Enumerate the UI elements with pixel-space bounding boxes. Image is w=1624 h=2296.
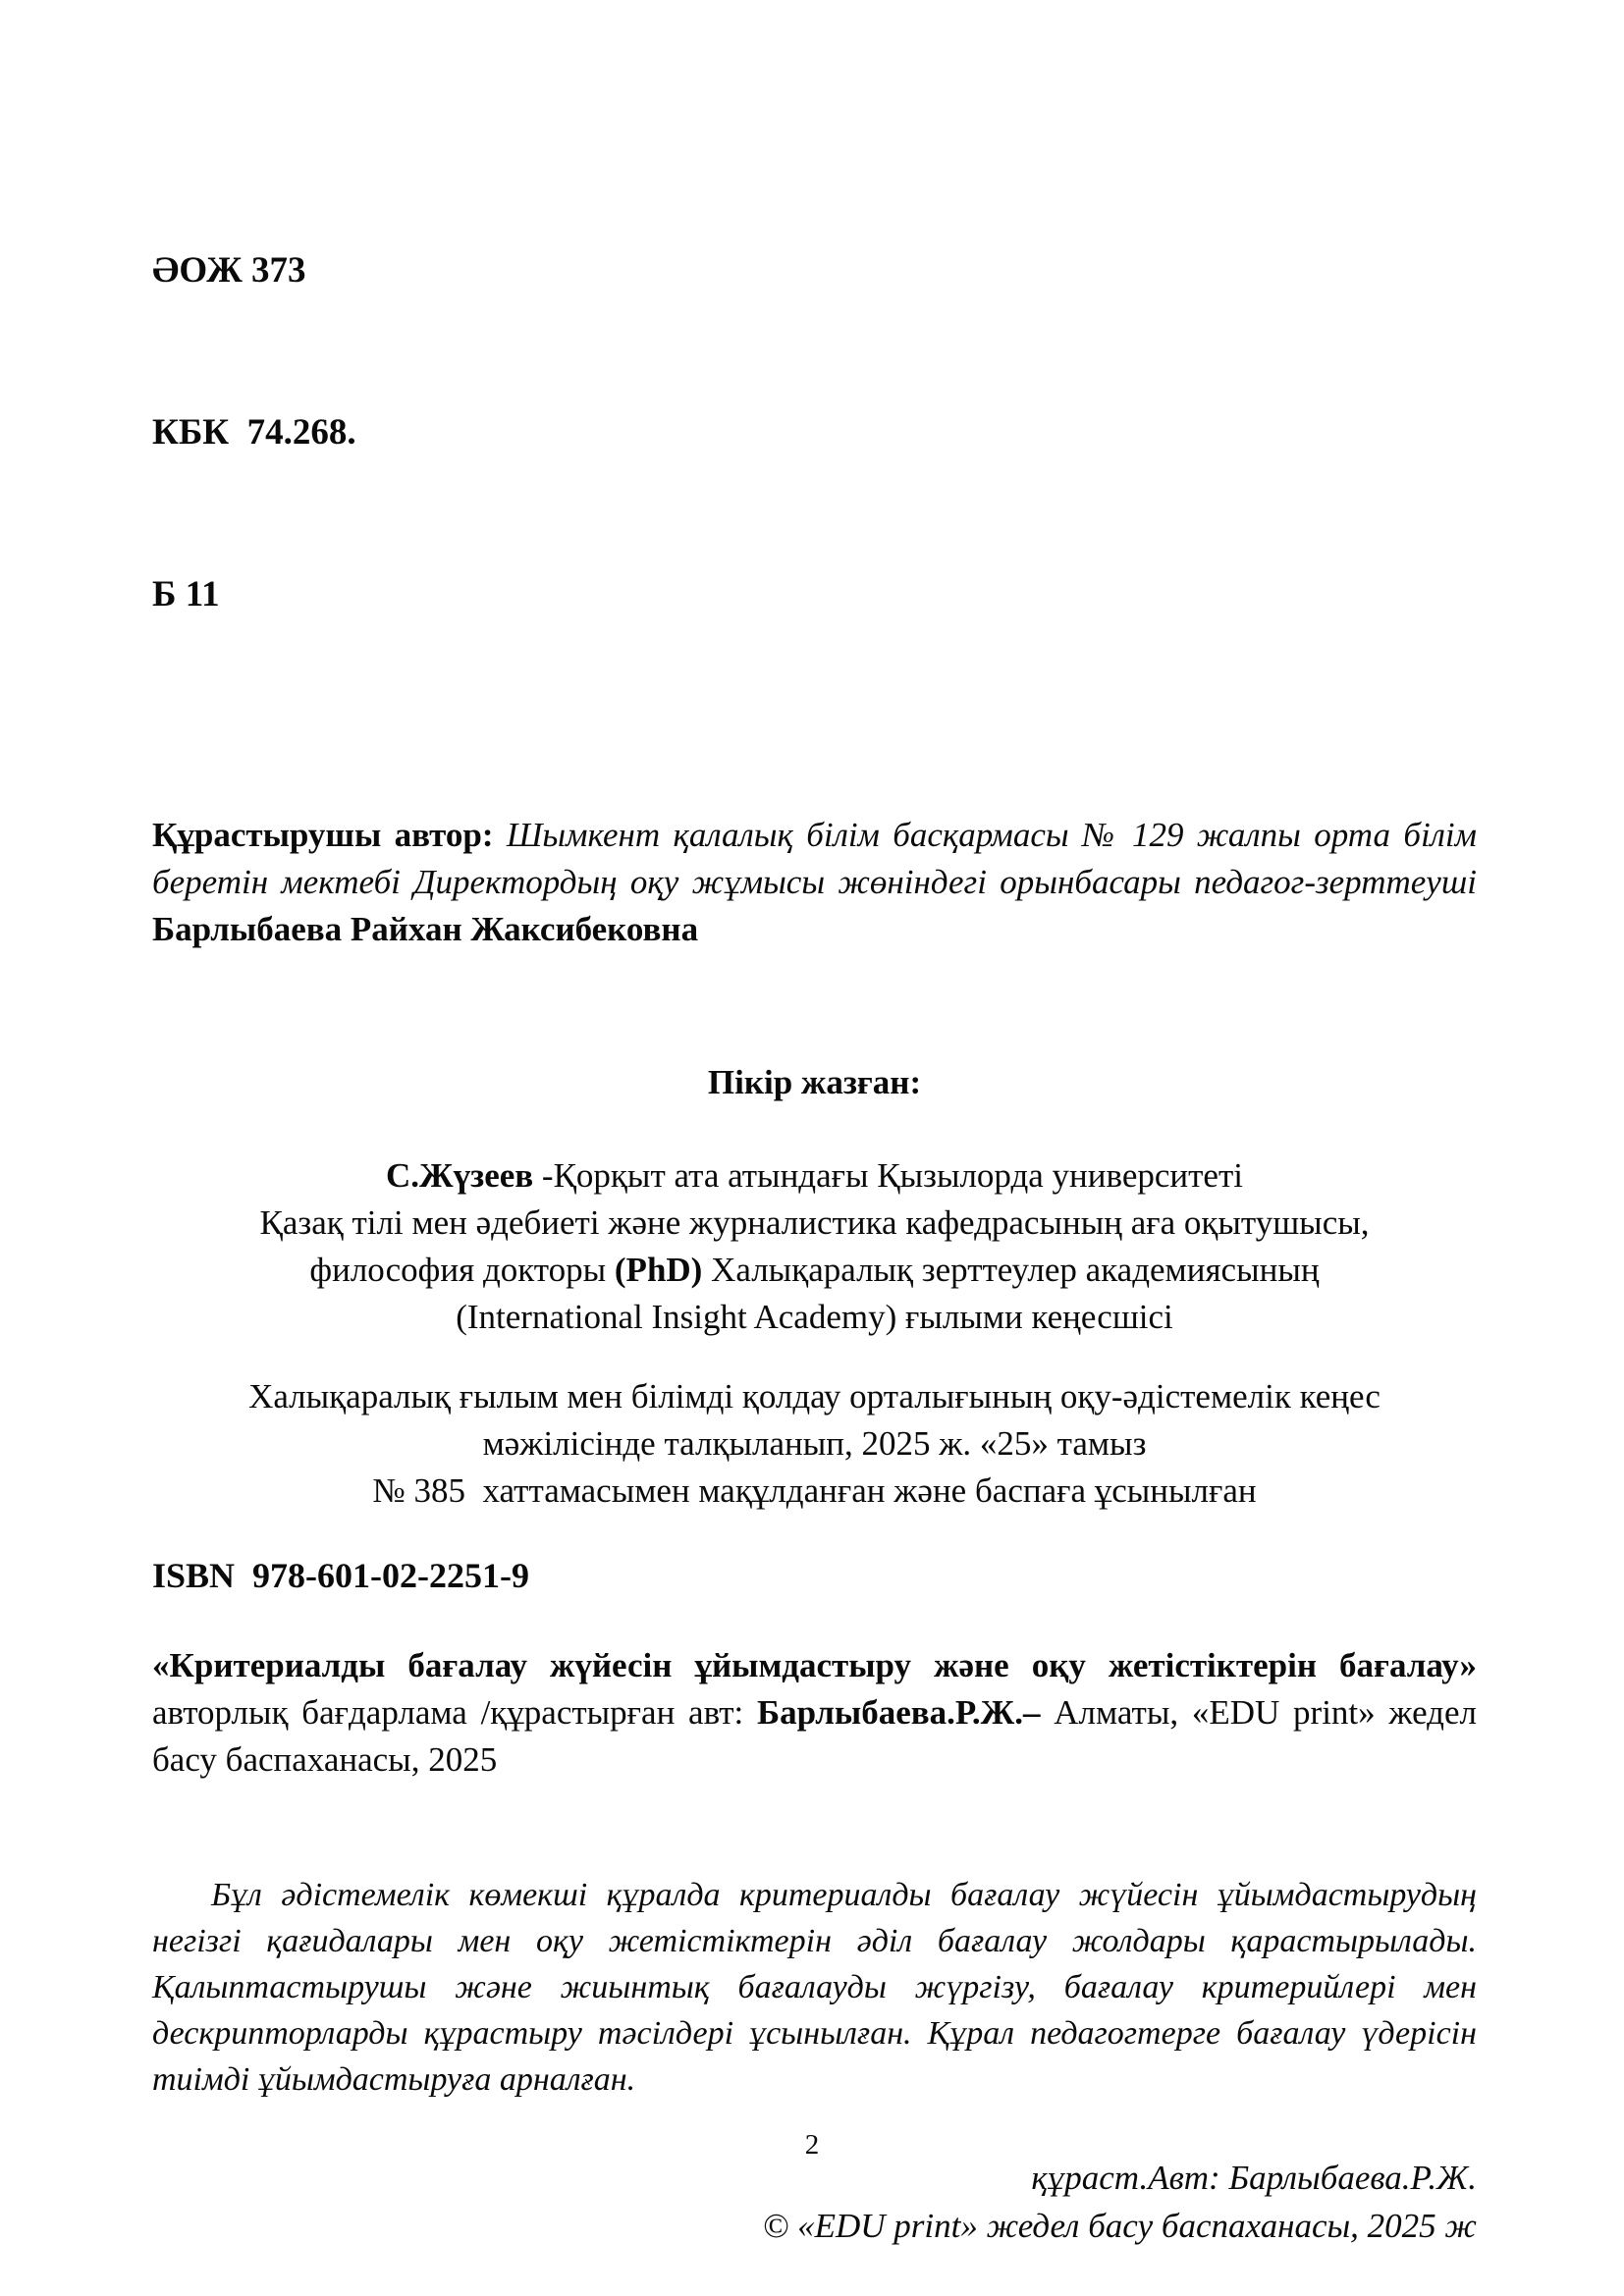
isbn-line: ISBN 978-601-02-2251-9 <box>152 1556 529 1595</box>
publication-author: Барлыбаева.Р.Ж.– <box>757 1693 1041 1732</box>
page-number: 2 <box>804 2129 820 2161</box>
reviewer-phd-label: (PhD) <box>614 1251 703 1289</box>
compiler-paragraph <box>152 812 1477 953</box>
reviewer-line-2: Қазақ тілі мен әдебиеті және журналистика кафедрасының аға оқытушысы, <box>259 1203 1370 1242</box>
publication-title: «Критериалды бағалау жүйесін ұйымдастыру және оқу жетістіктерін бағалау» <box>152 1646 1477 1684</box>
compiler-name: Барлыбаева Райхан Жаксибековна <box>152 910 699 948</box>
colophon-publisher-line: © «EDU print» жедел басу баспаханасы, 2025 ж <box>762 2207 1477 2245</box>
approval-line-3: № 385 хаттамасымен мақұлданған және баспаға ұсынылған <box>372 1471 1257 1510</box>
reviewer-line-1 <box>152 1152 1477 1200</box>
udc-code: ӘОЖ 373 <box>152 250 306 291</box>
publication-paragraph <box>152 1642 1477 1784</box>
reviewer-affiliation: -Қорқыт ата атындағы Қызылорда университеті <box>533 1156 1243 1195</box>
approval-line-1: Халықаралық ғылым мен білімді қолдау орталығының оқу-әдістемелік кеңес <box>248 1377 1380 1415</box>
publication-tail-text: Алматы, «EDU print» жедел басу баспаханасы, 2025 <box>152 1693 1477 1779</box>
lbc-code: КБК 74.268. <box>152 412 356 453</box>
colophon-author-line: құраст.Авт: Барлыбаева.Р.Ж. <box>1031 2159 1477 2197</box>
approval-line-2: мәжілісінде талқыланып, 2025 ж. «25» тамыз <box>482 1424 1147 1463</box>
reviewer-degree-text: философия докторы <box>309 1251 615 1289</box>
compiler-description: Шымкент қалалық білім басқармасы № 129 жалпы орта білім беретін мектебі Директордың оқу жұмысы жөніндегі орынбасары педагог-зерттеуші <box>152 816 1477 901</box>
publication-mid-text: авторлық бағдарлама /құрастырған авт: <box>152 1693 758 1732</box>
reviewer-name: С.Жүзеев <box>386 1156 534 1195</box>
compiler-label: Құрастырушы автор: <box>152 816 494 854</box>
approval-block <box>152 1373 1477 1515</box>
reviewer-line-3 <box>152 1247 1477 1294</box>
colophon-block <box>152 2154 1477 2250</box>
reviewer-heading: Пікір жазған: <box>707 1063 922 1101</box>
author-sign-code: Б 11 <box>152 574 220 614</box>
abstract-paragraph: Бұл әдістемелік көмекші құралда критериалды бағалау жүйесін ұйымдастырудың негізгі қағидалары мен оқу жетістіктерін әділ бағалау жолдары қарастырылады. Қалыптастырушы және жиынтық бағалауды жүргізу, бағалау критерийлері мен дескрипторларды құрастыру тәсілдері ұсынылған. Құрал педагогтерге бағалау үдерісін тиімді ұйымдастыруға арналған. <box>152 1877 1477 2098</box>
reviewer-line-4: (International Insight Academy) ғылыми кеңесшісі <box>456 1298 1173 1336</box>
reviewer-block <box>152 1152 1477 1341</box>
reviewer-academy-text: Халықаралық зерттеулер академиясының <box>702 1251 1320 1289</box>
classification-block <box>152 135 1477 729</box>
